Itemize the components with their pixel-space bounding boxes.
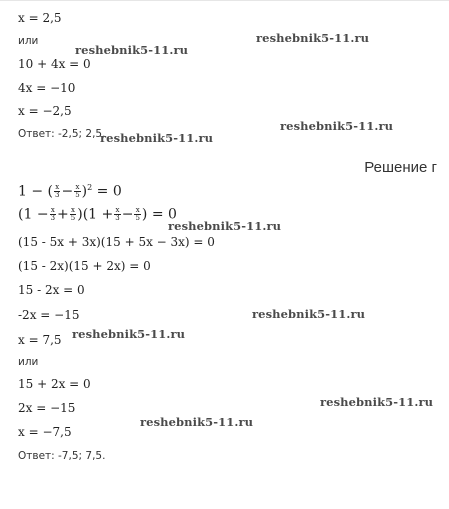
equation-line (18, 184, 122, 199)
equation-line: x = −7,5 (18, 425, 72, 439)
watermark: reshebnik5-11.ru (320, 395, 434, 409)
equation-line: x = −2,5 (18, 104, 72, 118)
watermark: reshebnik5-11.ru (72, 327, 186, 341)
exponent: 2 (87, 183, 93, 192)
answer-line: Ответ: -7,5; 7,5. (18, 450, 106, 462)
section-heading: Решение г (364, 159, 437, 176)
fraction: $\frac{x}{3}$ (55, 183, 60, 200)
watermark: reshebnik5-11.ru (256, 31, 370, 45)
equation-line: x = 2,5 (18, 11, 62, 25)
text-line: или (18, 35, 39, 47)
fraction: $\frac{x}{5}$ (135, 206, 140, 222)
equation-line: 10 + 4x = 0 (18, 57, 91, 71)
equation-part: = 0 (92, 183, 122, 200)
equation-part: + (57, 206, 69, 223)
equation-line: 15 + 2x = 0 (18, 377, 91, 391)
watermark: reshebnik5-11.ru (168, 219, 282, 233)
top-divider (0, 0, 449, 1)
equation-part: ) = 0 (141, 206, 177, 223)
watermark: reshebnik5-11.ru (252, 307, 366, 321)
equation-line: (15 - 2x)(15 + 2x) = 0 (18, 259, 151, 273)
equation-part: − (121, 206, 134, 223)
watermark: reshebnik5-11.ru (75, 43, 189, 57)
equation-line (18, 207, 177, 222)
watermark: reshebnik5-11.ru (280, 119, 394, 133)
equation-part: (1 − (18, 206, 49, 223)
equation-line: 2x = −15 (18, 401, 76, 415)
equation-line: -2x = −15 (18, 308, 80, 322)
equation-line: (15 - 5x + 3x)(15 + 5x − 3x) = 0 (18, 235, 215, 249)
equation-part: ) (81, 183, 88, 200)
watermark: reshebnik5-11.ru (140, 415, 254, 429)
fraction: $\frac{x}{5}$ (70, 206, 76, 222)
text-line: или (18, 356, 39, 368)
fraction: $\frac{x}{3}$ (50, 206, 56, 222)
equation-line: 15 - 2x = 0 (18, 283, 85, 297)
fraction: $\frac{x}{5}$ (75, 183, 80, 200)
fraction: $\frac{x}{3}$ (115, 206, 120, 222)
equation-part: )(1 + (77, 206, 114, 223)
watermark: reshebnik5-11.ru (100, 131, 214, 145)
equation-part: 1 − ( (18, 183, 53, 200)
equation-part: − (61, 183, 74, 200)
equation-line: 4x = −10 (18, 81, 76, 95)
equation-line: x = 7,5 (18, 333, 62, 347)
answer-line: Ответ: -2,5; 2,5. (18, 128, 106, 140)
